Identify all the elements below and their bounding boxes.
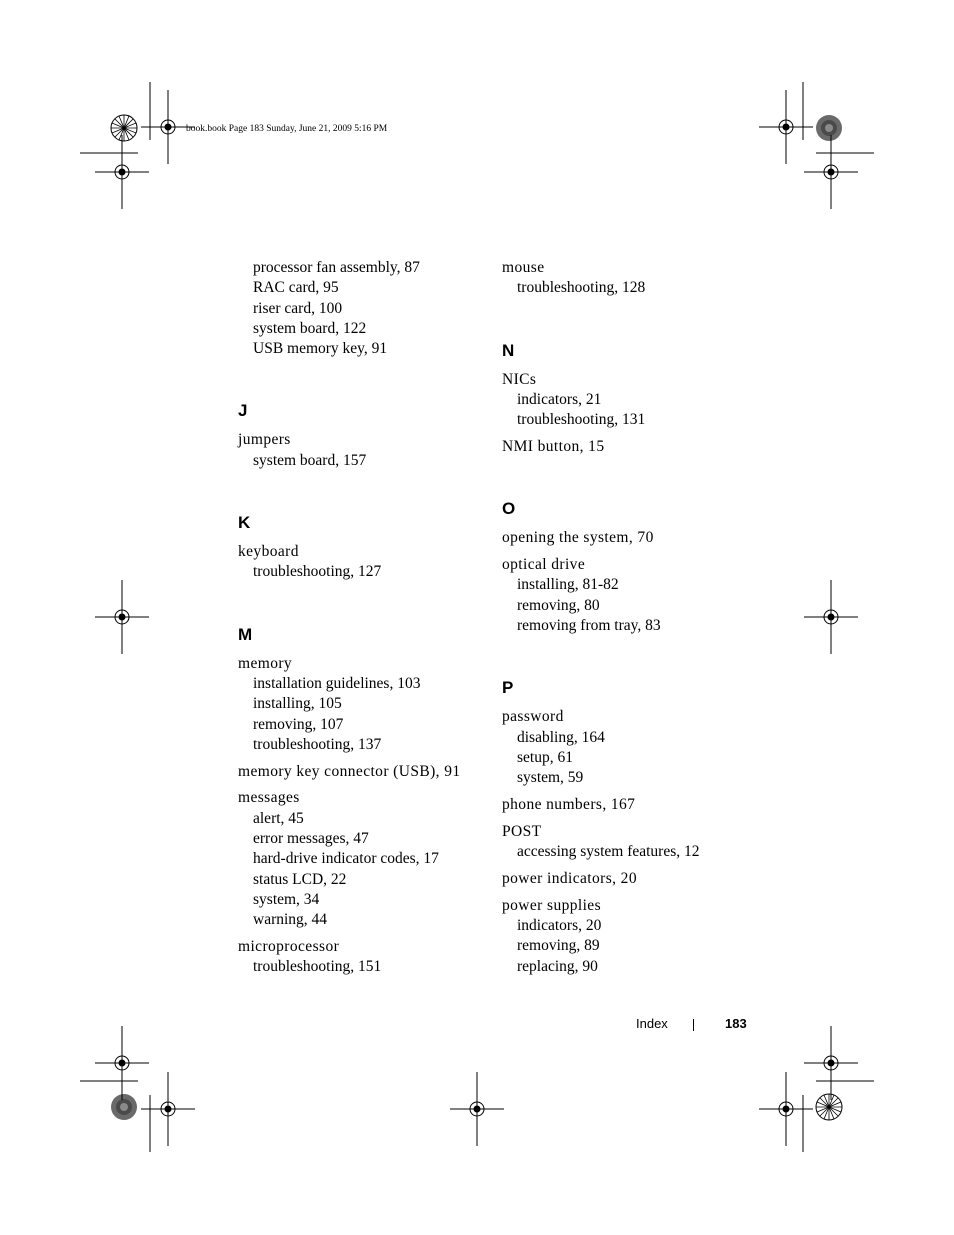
crosshair-target	[804, 580, 858, 654]
index-subentry: indicators, 21	[517, 390, 602, 408]
print-job-info: book.book Page 183 Sunday, June 21, 2009 5:16 PM	[186, 124, 388, 134]
index-term: microprocessor	[238, 938, 340, 956]
index-subentry: troubleshooting, 137	[253, 735, 382, 753]
index-subentry: disabling, 164	[517, 728, 605, 746]
index-subentry: removing, 89	[517, 937, 600, 955]
crosshair-target	[804, 1026, 858, 1100]
registration-rosette	[111, 1094, 137, 1120]
index-section-letter: M	[238, 624, 253, 644]
index-section-letter: O	[502, 499, 516, 519]
index-term: NICs	[502, 370, 537, 388]
index-term: jumpers	[238, 431, 291, 449]
index-subentry: removing from tray, 83	[517, 616, 661, 634]
index-section-letter: K	[238, 513, 251, 533]
footer-section-label: Index	[636, 1016, 668, 1031]
index-subentry: error messages, 47	[253, 830, 369, 848]
index-subentry: USB memory key, 91	[253, 340, 388, 358]
index-term: power indicators, 20	[502, 869, 637, 887]
index-subentry: warning, 44	[253, 911, 328, 929]
index-subentry: troubleshooting, 127	[253, 563, 382, 581]
index-subentry: system, 34	[253, 890, 320, 908]
crosshair-target	[95, 135, 149, 209]
crop-marks	[80, 82, 874, 1152]
index-term: phone numbers, 167	[502, 795, 636, 813]
index-subentry: setup, 61	[517, 748, 573, 766]
crosshair-target	[759, 90, 813, 164]
page-number: 183	[725, 1016, 747, 1031]
index-subentry: removing, 80	[517, 596, 600, 614]
index-subentry: alert, 45	[253, 809, 304, 827]
index-term: optical drive	[502, 556, 586, 574]
registration-rosette	[816, 115, 842, 141]
index-term: opening the system, 70	[502, 529, 654, 547]
index-term: memory	[238, 654, 293, 672]
index-subentry: hard-drive indicator codes, 17	[253, 850, 439, 868]
index-subentry: installing, 81-82	[517, 576, 619, 594]
index-term: mouse	[502, 259, 545, 276]
index-section-letter: P	[502, 678, 514, 698]
crosshair-target	[450, 1072, 504, 1146]
index-subentry: troubleshooting, 131	[517, 411, 646, 429]
index-term: password	[502, 708, 564, 726]
index-subentry: RAC card, 95	[253, 279, 339, 297]
registration-rosette	[111, 115, 137, 141]
index-subentry: replacing, 90	[517, 957, 598, 975]
index-subentry: riser card, 100	[253, 299, 343, 317]
index-subentry: status LCD, 22	[253, 870, 347, 888]
index-subentry: system board, 122	[253, 319, 367, 337]
crosshair-target	[141, 1072, 195, 1146]
index-term: power supplies	[502, 896, 602, 914]
index-subentry: installing, 105	[253, 695, 342, 713]
crosshair-target	[95, 1026, 149, 1100]
crosshair-target	[141, 90, 195, 164]
index-subentry: removing, 107	[253, 715, 344, 733]
index-subentry: system board, 157	[253, 451, 367, 469]
index-term: messages	[238, 789, 300, 807]
index-section-letter: J	[238, 401, 248, 421]
index-term: keyboard	[238, 543, 299, 561]
index-subentry: troubleshooting, 151	[253, 958, 382, 976]
index-subentry: processor fan assembly, 87	[253, 259, 420, 276]
crosshair-target	[95, 580, 149, 654]
index-subentry: indicators, 20	[517, 916, 602, 934]
index-term: NMI button, 15	[502, 437, 605, 455]
index-subentry: installation guidelines, 103	[253, 674, 421, 692]
index-subentry: system, 59	[517, 769, 584, 787]
index-section-letter: N	[502, 340, 515, 360]
registration-rosette	[816, 1094, 842, 1120]
index-term: POST	[502, 822, 542, 840]
index-subentry: troubleshooting, 128	[517, 279, 646, 297]
index-subentry: accessing system features, 12	[517, 843, 700, 861]
crosshair-target	[759, 1072, 813, 1146]
index-term: memory key connector (USB), 91	[238, 762, 461, 780]
crosshair-target	[804, 135, 858, 209]
